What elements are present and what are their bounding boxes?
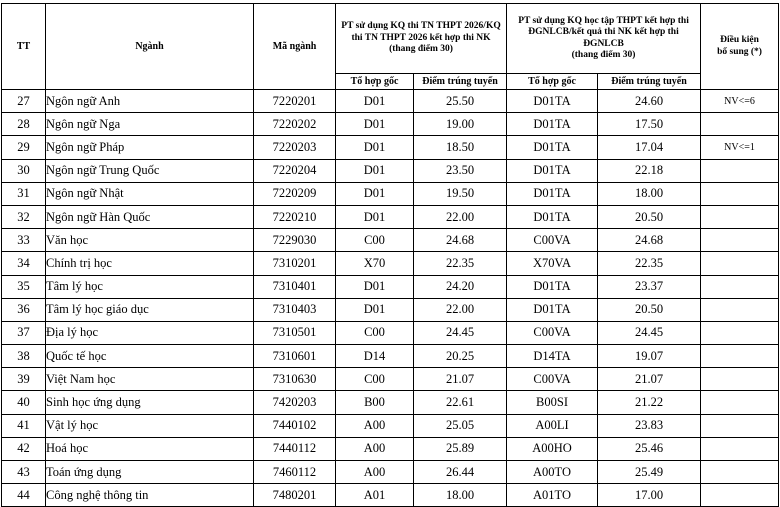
header-to-hop-goc-2: Tổ hợp gốc: [507, 74, 598, 90]
cell-dieu-kien: [701, 113, 779, 136]
cell-diem-2: 20.50: [598, 298, 701, 321]
cell-to-hop-goc-1: A01: [336, 484, 414, 507]
cell-tt: 28: [2, 113, 46, 136]
cell-nganh: Tâm lý học giáo dục: [46, 298, 254, 321]
cell-nganh: Ngôn ngữ Anh: [46, 90, 254, 113]
cell-to-hop-goc-1: A00: [336, 437, 414, 460]
cell-tt: 33: [2, 229, 46, 252]
cell-to-hop-goc-2: A01TO: [507, 484, 598, 507]
cell-nganh: Hoá học: [46, 437, 254, 460]
cell-diem-1: 19.00: [414, 113, 507, 136]
cell-to-hop-goc-2: D01TA: [507, 159, 598, 182]
cell-nganh: Ngôn ngữ Pháp: [46, 136, 254, 159]
table-row: [2, 159, 779, 182]
header-diem-trung-tuyen-1: Điểm trúng tuyển: [414, 74, 507, 90]
cell-ma-nganh: 7310401: [254, 275, 336, 298]
cell-dieu-kien: [701, 437, 779, 460]
cell-nganh: Chính trị học: [46, 252, 254, 275]
cell-nganh: Ngôn ngữ Nga: [46, 113, 254, 136]
cell-tt: 34: [2, 252, 46, 275]
cell-tt: 44: [2, 484, 46, 507]
table-row: [2, 252, 779, 275]
cell-nganh: Tâm lý học: [46, 275, 254, 298]
cell-to-hop-goc-2: C00VA: [507, 321, 598, 344]
cell-to-hop-goc-1: D01: [336, 205, 414, 228]
cell-ma-nganh: 7220204: [254, 159, 336, 182]
table-row: [2, 90, 779, 113]
cell-tt: 39: [2, 368, 46, 391]
cell-ma-nganh: 7310601: [254, 345, 336, 368]
cell-tt: 37: [2, 321, 46, 344]
table-row: [2, 484, 779, 507]
header-group2-line2: ĐGNLCB/kết quả thi NK kết hợp thi: [528, 27, 679, 37]
cell-to-hop-goc-2: D01TA: [507, 182, 598, 205]
cell-ma-nganh: 7220202: [254, 113, 336, 136]
cell-diem-1: 21.07: [414, 368, 507, 391]
header-group2-line3: ĐGNLCB: [583, 38, 624, 49]
cell-ma-nganh: 7310403: [254, 298, 336, 321]
cell-dieu-kien: [701, 414, 779, 437]
cell-dieu-kien: [701, 275, 779, 298]
cell-diem-2: 18.00: [598, 182, 701, 205]
cell-to-hop-goc-1: D01: [336, 275, 414, 298]
cell-to-hop-goc-1: D01: [336, 113, 414, 136]
table-row: [2, 321, 779, 344]
table-body: [2, 90, 779, 507]
header-dieu-kien: [701, 4, 779, 90]
cell-tt: 30: [2, 159, 46, 182]
cell-ma-nganh: 7220209: [254, 182, 336, 205]
cell-diem-2: 22.35: [598, 252, 701, 275]
cell-tt: 32: [2, 205, 46, 228]
cell-ma-nganh: 7310201: [254, 252, 336, 275]
cell-diem-1: 26.44: [414, 461, 507, 484]
cell-diem-2: 23.37: [598, 275, 701, 298]
table-row: [2, 345, 779, 368]
cell-diem-1: 24.68: [414, 229, 507, 252]
cell-diem-1: 24.20: [414, 275, 507, 298]
cell-ma-nganh: 7440102: [254, 414, 336, 437]
header-nganh: Ngành: [46, 4, 254, 90]
cell-tt: 29: [2, 136, 46, 159]
cell-nganh: Việt Nam học: [46, 368, 254, 391]
cell-diem-2: 23.83: [598, 414, 701, 437]
cell-diem-1: 18.50: [414, 136, 507, 159]
cell-to-hop-goc-1: X70: [336, 252, 414, 275]
table-row: [2, 461, 779, 484]
cell-dieu-kien: [701, 391, 779, 414]
cell-to-hop-goc-1: D01: [336, 90, 414, 113]
cell-diem-1: 18.00: [414, 484, 507, 507]
cell-dieu-kien: [701, 229, 779, 252]
cell-to-hop-goc-1: D14: [336, 345, 414, 368]
cell-dieu-kien: [701, 298, 779, 321]
cell-to-hop-goc-2: D01TA: [507, 205, 598, 228]
cell-nganh: Ngôn ngữ Trung Quốc: [46, 159, 254, 182]
cell-diem-2: 20.50: [598, 205, 701, 228]
header-diem-trung-tuyen-2: Điểm trúng tuyển: [598, 74, 701, 90]
cell-dieu-kien: [701, 345, 779, 368]
cell-to-hop-goc-1: D01: [336, 182, 414, 205]
header-group1-line3: (thang điểm 30): [389, 44, 453, 55]
header-dieu-kien-line2: bổ sung (*): [717, 46, 762, 57]
cell-tt: 38: [2, 345, 46, 368]
cell-diem-1: 22.00: [414, 205, 507, 228]
table-row: [2, 136, 779, 159]
cell-diem-2: 24.45: [598, 321, 701, 344]
cell-to-hop-goc-2: D01TA: [507, 275, 598, 298]
cell-ma-nganh: 7310501: [254, 321, 336, 344]
cell-dieu-kien: [701, 321, 779, 344]
table-row: [2, 229, 779, 252]
cell-ma-nganh: 7480201: [254, 484, 336, 507]
cell-diem-1: 24.45: [414, 321, 507, 344]
cell-dieu-kien: NV<=6: [701, 90, 779, 113]
header-row-main: [2, 4, 779, 74]
cell-to-hop-goc-1: B00: [336, 391, 414, 414]
header-dieu-kien-line1: Điều kiện: [720, 35, 759, 45]
cell-ma-nganh: 7310630: [254, 368, 336, 391]
cell-ma-nganh: 7440112: [254, 437, 336, 460]
cell-ma-nganh: 7220210: [254, 205, 336, 228]
cell-tt: 43: [2, 461, 46, 484]
header-ma-nganh: Mã ngành: [254, 4, 336, 90]
table-row: [2, 182, 779, 205]
cell-diem-1: 22.00: [414, 298, 507, 321]
cell-to-hop-goc-2: D01TA: [507, 90, 598, 113]
cell-diem-2: 22.18: [598, 159, 701, 182]
cell-diem-1: 25.50: [414, 90, 507, 113]
cell-diem-1: 22.35: [414, 252, 507, 275]
table-row: [2, 391, 779, 414]
header-group2-line4: (thang điểm 30): [571, 50, 636, 60]
cell-diem-2: 17.50: [598, 113, 701, 136]
header-to-hop-goc-1: Tổ hợp gốc: [336, 74, 414, 90]
cell-to-hop-goc-2: A00HO: [507, 437, 598, 460]
cell-nganh: Công nghệ thông tin: [46, 484, 254, 507]
cell-ma-nganh: 7420203: [254, 391, 336, 414]
cell-ma-nganh: 7220201: [254, 90, 336, 113]
cell-diem-1: 25.05: [414, 414, 507, 437]
cell-dieu-kien: [701, 205, 779, 228]
cell-to-hop-goc-2: C00VA: [507, 229, 598, 252]
cell-diem-2: 19.07: [598, 345, 701, 368]
cell-tt: 42: [2, 437, 46, 460]
table-row: [2, 414, 779, 437]
cell-diem-1: 23.50: [414, 159, 507, 182]
cell-nganh: Ngôn ngữ Hàn Quốc: [46, 205, 254, 228]
cell-diem-1: 22.61: [414, 391, 507, 414]
cell-to-hop-goc-2: D14TA: [507, 345, 598, 368]
cell-ma-nganh: 7229030: [254, 229, 336, 252]
header-group2-line1: PT sử dụng KQ học tập THPT kết hợp thi: [518, 15, 689, 26]
cell-to-hop-goc-2: X70VA: [507, 252, 598, 275]
cell-to-hop-goc-1: A00: [336, 414, 414, 437]
cell-to-hop-goc-1: D01: [336, 159, 414, 182]
cell-diem-2: 17.04: [598, 136, 701, 159]
cell-diem-2: 21.22: [598, 391, 701, 414]
cell-to-hop-goc-2: C00VA: [507, 368, 598, 391]
cell-to-hop-goc-1: D01: [336, 298, 414, 321]
table-row: [2, 275, 779, 298]
cell-to-hop-goc-1: A00: [336, 461, 414, 484]
cell-tt: 40: [2, 391, 46, 414]
cell-diem-2: 21.07: [598, 368, 701, 391]
cell-dieu-kien: NV<=1: [701, 136, 779, 159]
cell-tt: 41: [2, 414, 46, 437]
cell-tt: 36: [2, 298, 46, 321]
table-row: [2, 205, 779, 228]
cell-ma-nganh: 7460112: [254, 461, 336, 484]
cell-nganh: Ngôn ngữ Nhật: [46, 182, 254, 205]
table-row: [2, 437, 779, 460]
table-row: [2, 298, 779, 321]
cell-dieu-kien: [701, 461, 779, 484]
cell-diem-2: 24.60: [598, 90, 701, 113]
cell-diem-2: 25.46: [598, 437, 701, 460]
cell-nganh: Văn học: [46, 229, 254, 252]
cell-dieu-kien: [701, 368, 779, 391]
cell-tt: 27: [2, 90, 46, 113]
cell-tt: 31: [2, 182, 46, 205]
header-group1-line1: PT sử dụng KQ thi TN THPT 2026/KQ: [341, 21, 501, 32]
cell-dieu-kien: [701, 182, 779, 205]
cell-to-hop-goc-2: D01TA: [507, 298, 598, 321]
header-group-hoc-tap: [507, 4, 701, 74]
cell-diem-1: 20.25: [414, 345, 507, 368]
header-group1-line2: thi TN THPT 2026 kết hợp thi NK: [351, 32, 491, 43]
cell-diem-1: 25.89: [414, 437, 507, 460]
table-row: [2, 113, 779, 136]
cell-to-hop-goc-2: D01TA: [507, 113, 598, 136]
cell-dieu-kien: [701, 159, 779, 182]
cell-to-hop-goc-1: C00: [336, 321, 414, 344]
cell-to-hop-goc-2: D01TA: [507, 136, 598, 159]
cell-diem-2: 17.00: [598, 484, 701, 507]
cell-tt: 35: [2, 275, 46, 298]
cell-nganh: Quốc tế học: [46, 345, 254, 368]
table-row: [2, 368, 779, 391]
cell-to-hop-goc-1: D01: [336, 136, 414, 159]
cell-nganh: Sinh học ứng dụng: [46, 391, 254, 414]
cell-to-hop-goc-2: A00LI: [507, 414, 598, 437]
cell-nganh: Địa lý học: [46, 321, 254, 344]
cell-diem-2: 25.49: [598, 461, 701, 484]
cell-dieu-kien: [701, 484, 779, 507]
cell-to-hop-goc-2: A00TO: [507, 461, 598, 484]
cell-diem-2: 24.68: [598, 229, 701, 252]
cell-to-hop-goc-1: C00: [336, 229, 414, 252]
admission-scores-table: [1, 3, 779, 507]
cell-to-hop-goc-1: C00: [336, 368, 414, 391]
cell-diem-1: 19.50: [414, 182, 507, 205]
cell-to-hop-goc-2: B00SI: [507, 391, 598, 414]
header-tt: TT: [2, 4, 46, 90]
header-group-thpt-exam: [336, 4, 507, 74]
cell-nganh: Vật lý học: [46, 414, 254, 437]
cell-nganh: Toán ứng dụng: [46, 461, 254, 484]
cell-dieu-kien: [701, 252, 779, 275]
cell-ma-nganh: 7220203: [254, 136, 336, 159]
